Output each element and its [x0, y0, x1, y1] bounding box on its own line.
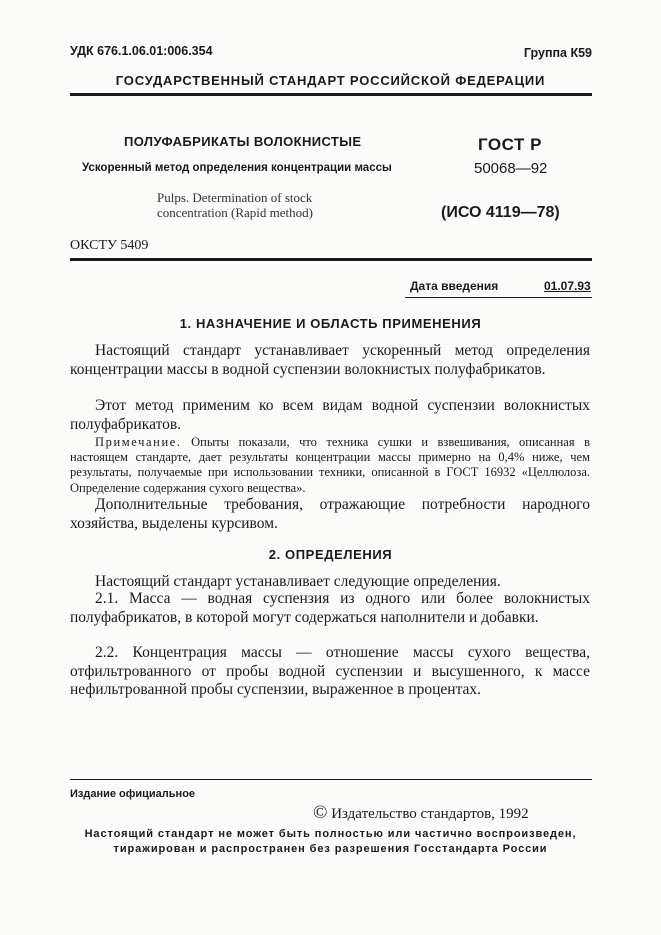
section1-paragraph1: Настоящий стандарт устанавливает ускоренный метод определения концентрации массы в водной суспензии волокнистых полуфабрикатов. — [70, 342, 590, 378]
doc-subtitle: Ускоренный метод определения концентрации массы — [82, 162, 392, 174]
section1-note — [70, 435, 590, 496]
note-label: Примечание. — [95, 435, 182, 449]
title-en-line2: concentration (Rapid method) — [157, 205, 313, 220]
footer-rule — [70, 779, 592, 780]
gost-label: ГОСТ Р — [478, 135, 542, 154]
intro-date-label: Дата введения — [410, 279, 499, 293]
header-rule — [70, 93, 592, 96]
copyright-notice-line2: тиражирован и распространен без разрешения Госстандарта России — [113, 843, 548, 855]
section2-definition-2-1: 2.1. Масса — водная суспензия из одного или более волокнистых полуфабрикатов, в которой могут содержаться наполнители и добавки. — [70, 590, 590, 626]
note-text: Опыты показали, что техника сушки и взвешивания, описанная в настоящем стандарте, дает результаты концентрации массы примерно на 0,4% ниже, чем результаты, получаемые при использовании техники, описанной в ГОСТ 16932 «Целлюлоза. Определение содержания сухого вещества». — [70, 435, 590, 495]
section2-definition-2-2: 2.2. Концентрация массы — отношение массы сухого вещества, отфильтрованного от пробы водной суспензии и высушенного, к массе нефильтрованной пробы суспензии, выраженное в процентах. — [70, 644, 590, 698]
udk-code: УДК 676.1.06.01:006.354 — [70, 44, 213, 58]
copyright-icon: © — [313, 802, 328, 823]
title-en-line1: Pulps. Determination of stock — [157, 190, 313, 205]
org-title: ГОСУДАРСТВЕННЫЙ СТАНДАРТ РОССИЙСКОЙ ФЕДЕРАЦИИ — [115, 73, 546, 88]
copyright-notice-line1: Настоящий стандарт не может быть полностью или частично воспроизведен, — [84, 828, 577, 840]
section2-heading: 2. ОПРЕДЕЛЕНИЯ — [268, 547, 393, 562]
publisher-line — [313, 802, 529, 824]
title-rule — [70, 258, 592, 261]
doc-title: ПОЛУФАБРИКАТЫ ВОЛОКНИСТЫЕ — [124, 134, 362, 149]
iso-reference: (ИСО 4119—78) — [441, 204, 560, 221]
group-code: Группа К59 — [523, 46, 592, 60]
section1-paragraph2: Этот метод применим ко всем видам водной суспензии волокнистых полуфабрикатов. — [70, 397, 590, 433]
gost-number: 50068—92 — [474, 160, 548, 177]
section2-paragraph1: Настоящий стандарт устанавливает следующие определения. — [95, 573, 501, 590]
section1-paragraph3: Дополнительные требования, отражающие потребности народного хозяйства, выделены курсивом. — [70, 496, 590, 532]
section1-heading: 1. НАЗНАЧЕНИЕ И ОБЛАСТЬ ПРИМЕНЕНИЯ — [179, 316, 482, 331]
intro-date-value: 01.07.93 — [544, 279, 591, 293]
date-underline — [405, 297, 592, 298]
okstu-code: ОКСТУ 5409 — [70, 238, 149, 253]
publisher-name: Издательство стандартов, 1992 — [331, 806, 529, 822]
edition-label: Издание официальное — [70, 788, 196, 800]
